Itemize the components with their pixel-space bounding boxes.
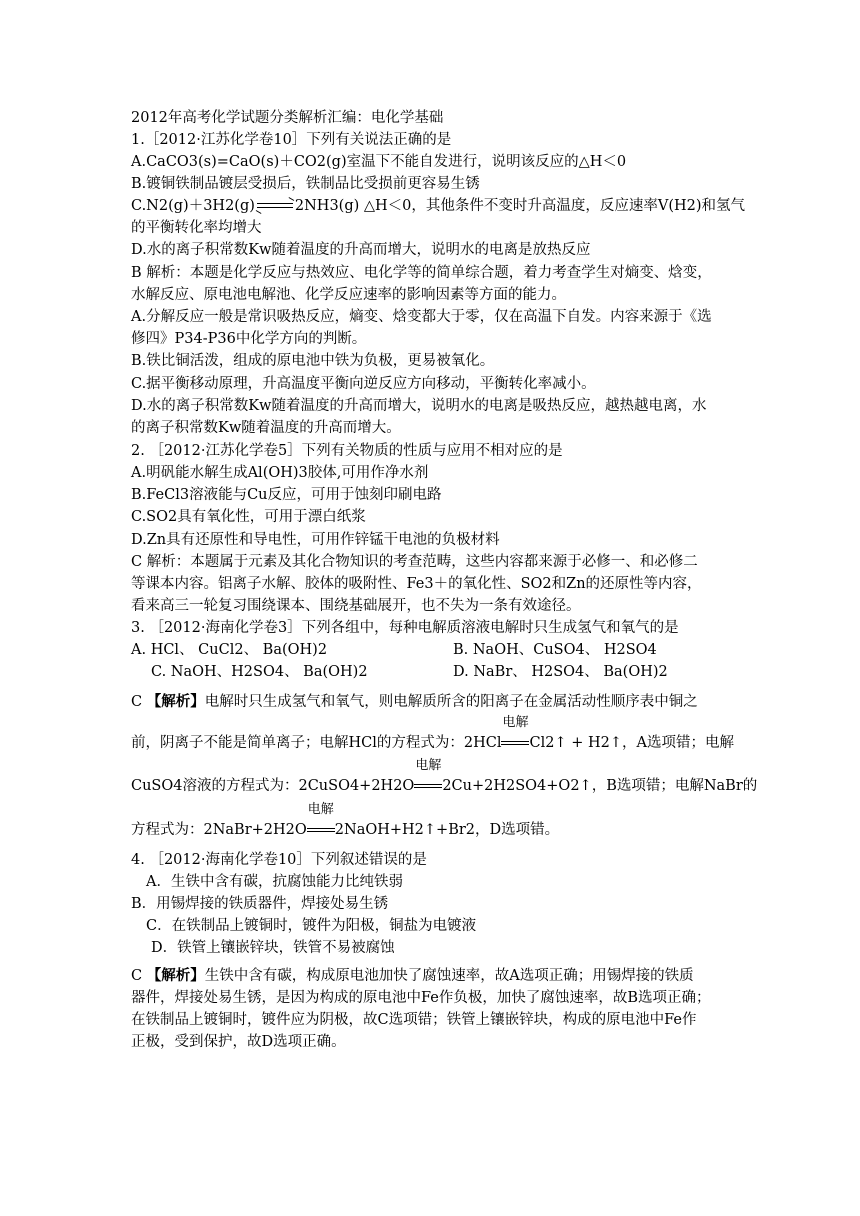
question-2-stem: 2. ［2012·江苏化学卷5］下列有关物质的性质与应用不相对应的是 — [131, 443, 563, 459]
q1-option-c-products: 2NH3(g) △H＜0，其他条件不变时升高温度，反应速率Ⅴ(H2)和氢气 — [294, 198, 746, 214]
question-4-stem: 4. ［2012·海南化学卷10］下列叙述错误的是 — [131, 852, 427, 868]
q1-explain-b: B.铁比铜活泼，组成的原电池中铁为负极，更易被氧化。 — [131, 353, 495, 369]
q3-answer: C 【解析】电解时只生成氢气和氧气，则电解质所含的阳离子在金属活动性顺序表中铜之 — [131, 693, 698, 710]
q1-option-b: B.镀铜铁制品镀层受损后，铁制品比受损前更容易生锈 — [131, 176, 480, 192]
q1-explain-a-cont: 修四》P34-P36中化学方向的判断。 — [131, 331, 367, 347]
q4-option-b: B．用锡焊接的铁质器件，焊接处易生锈 — [131, 896, 389, 912]
q1-explain-c: C.据平衡移动原理，升高温度平衡向逆反应方向移动，平衡转化率减小。 — [131, 376, 596, 392]
q3-option-a: A. HCl、 CuCl2、 Ba(OH)2 — [131, 642, 328, 658]
q4-answer-cont-2: 在铁制品上镀铜时，镀件应为阴极，故C选项错；铁管上镶嵌锌块，构成的原电池中Fe作 — [131, 1012, 697, 1028]
q1-answer: B 解析：本题是化学反应与热效应、电化学等的简单综合题，着力考查学生对熵变、焓变， — [131, 265, 712, 281]
q3-answer-line-2: 前，阴离子不能是简单离子；电解HCl的方程式为：2HCl 电解 Cl2↑ + H2↑，A选项错；电解 — [131, 715, 734, 751]
q2-option-d: D.Zn具有还原性和导电性，可用作锌锰干电池的负极材料 — [131, 532, 500, 548]
q2-answer: C 解析：本题属于元素及其化合物知识的考查范畴，这些内容都来源于必修一、和必修二 — [131, 554, 698, 570]
q1-option-c — [131, 196, 745, 216]
electrolysis-sign: 电解 — [414, 776, 442, 796]
analysis-tag: 【解析】 — [146, 967, 205, 984]
q4-option-a: A．生铁中含有碳，抗腐蚀能力比纯铁弱 — [146, 874, 403, 890]
analysis-tag: 【解析】 — [146, 693, 205, 710]
q3-option-c: C. NaOH、H2SO4、 Ba(OH)2 — [151, 664, 368, 680]
q1-option-c-cont: 的平衡转化率均增大 — [131, 220, 262, 236]
q2-answer-cont-1: 等课本内容。铝离子水解、胶体的吸附性、Fe3＋的氧化性、SO2和Zn的还原性等内容， — [131, 576, 702, 592]
question-3-stem: 3. ［2012·海南化学卷3］下列各组中，每种电解质溶液电解时只生成氢气和氧气的是 — [131, 620, 679, 636]
q2-answer-cont-2: 看来高三一轮复习围绕课本、围绕基础展开，也不失为一条有效途径。 — [131, 598, 581, 614]
q1-option-a: A.CaCO3(s)=CaO(s)＋CO2(g)室温下不能自发进行，说明该反应的△H＜0 — [131, 154, 627, 170]
q1-answer-cont: 水解反应、原电池电解池、化学反应速率的影响因素等方面的能力。 — [131, 287, 566, 303]
q4-answer: C 【解析】生铁中含有碳，构成原电池加快了腐蚀速率，故A选项正确；用锡焊接的铁质 — [131, 967, 694, 984]
q2-option-b: B.FeCl3溶液能与Cu反应，可用于蚀刻印刷电路 — [131, 487, 442, 503]
q2-option-c: C.SO2具有氧化性，可用于漂白纸浆 — [131, 509, 366, 525]
q1-option-c-reactants: C.N2(g)＋3H2(g) — [131, 198, 255, 214]
q4-option-c: C．在铁制品上镀铜时，镀件为阳极，铜盐为电镀液 — [146, 918, 477, 934]
electrolysis-sign: 电解 — [307, 820, 335, 840]
document-title: 2012年高考化学试题分类解析汇编：电化学基础 — [131, 110, 444, 126]
q3-answer-line-3: CuSO4溶液的方程式为：2CuSO4+2H2O 电解 2Cu+2H2SO4+O2↑，B选项错；电解NaBr的 — [131, 758, 758, 794]
q3-option-b: B. NaOH、CuSO4、 H2SO4 — [453, 642, 657, 658]
q4-option-d: D．铁管上镶嵌锌块，铁管不易被腐蚀 — [151, 940, 395, 956]
q1-explain-d-cont: 的离子积常数Kw随着温度的升高而增大。 — [131, 420, 401, 436]
q1-option-d: D.水的离子积常数Kw随着温度的升高而增大，说明水的电离是放热反应 — [131, 242, 591, 258]
equilibrium-arrow-icon — [255, 201, 295, 211]
q2-option-a: A.明矾能水解生成Al(OH)3胶体,可用作净水剂 — [131, 465, 429, 481]
q4-answer-cont-1: 器件，焊接处易生锈，是因为构成的原电池中Fe作负极，加快了腐蚀速率，故B选项正确； — [131, 990, 711, 1006]
q1-explain-d: D.水的离子积常数Kw随着温度的升高而增大，说明水的电离是吸热反应，越热越电离，水 — [131, 398, 707, 414]
question-1-stem: 1.［2012·江苏化学卷10］下列有关说法正确的是 — [131, 132, 452, 148]
q3-answer-line-4: 方程式为：2NaBr+2H2O 电解 2NaOH+H2↑+Br2，D选项错。 — [131, 802, 560, 838]
electrolysis-sign: 电解 — [501, 733, 529, 753]
q4-answer-cont-3: 正极，受到保护，故D选项正确。 — [131, 1034, 346, 1050]
q3-option-d: D. NaBr、 H2SO4、 Ba(OH)2 — [453, 664, 668, 680]
q1-explain-a: A.分解反应一般是常识吸热反应，熵变、焓变都大于零，仅在高温下自发。内容来源于《选 — [131, 309, 712, 325]
